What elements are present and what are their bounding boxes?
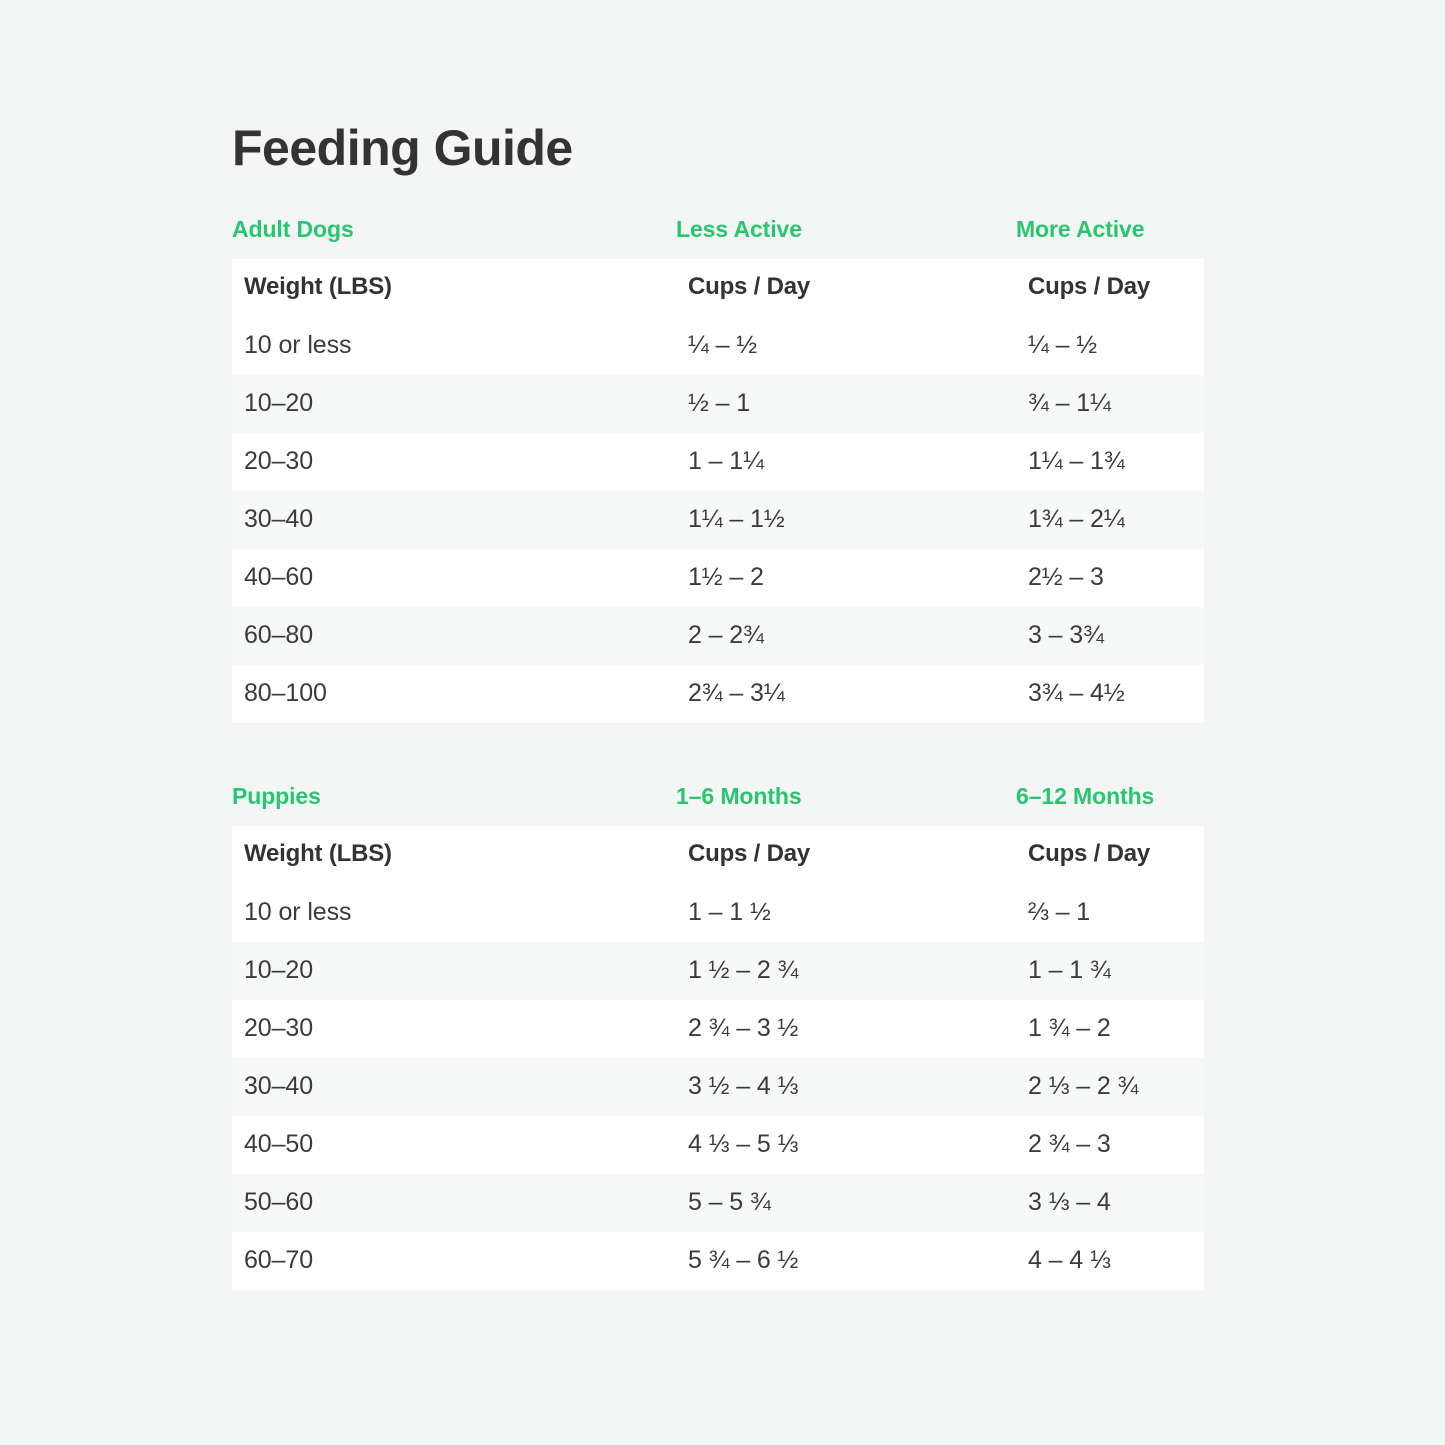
table-row: [232, 433, 1204, 491]
table-row: [232, 942, 1204, 1000]
cell-less-active: 1¼ – 1½: [676, 491, 1016, 549]
section-header-more-active: More Active: [1016, 216, 1145, 242]
cell-6-12-months: 1 ¾ – 2: [1016, 1000, 1204, 1058]
column-header-cups-less-active: Cups / Day: [676, 259, 1016, 317]
cell-1-6-months: 5 ¾ – 6 ½: [676, 1232, 1016, 1290]
cell-weight: 80–100: [232, 665, 676, 723]
cell-weight: 40–50: [232, 1116, 676, 1174]
table-row: [232, 1232, 1204, 1290]
table-row: [232, 1058, 1204, 1116]
cell-weight: 50–60: [232, 1174, 676, 1232]
cell-weight: 60–70: [232, 1232, 676, 1290]
puppies-section-header-row: [232, 783, 1204, 826]
cell-more-active: 1¾ – 2¼: [1016, 491, 1204, 549]
cell-6-12-months: ⅔ – 1: [1016, 884, 1204, 942]
cell-6-12-months: 1 – 1 ¾: [1016, 942, 1204, 1000]
table-row: [232, 607, 1204, 665]
cell-1-6-months: 1 ½ – 2 ¾: [676, 942, 1016, 1000]
cell-weight: 20–30: [232, 1000, 676, 1058]
cell-weight: 40–60: [232, 549, 676, 607]
cell-1-6-months: 1 – 1 ½: [676, 884, 1016, 942]
adult-dogs-section-header-row: [232, 216, 1204, 259]
column-header-cups-more-active: Cups / Day: [1016, 259, 1204, 317]
cell-weight: 20–30: [232, 433, 676, 491]
cell-6-12-months: 4 – 4 ⅓: [1016, 1232, 1204, 1290]
cell-weight: 30–40: [232, 1058, 676, 1116]
cell-weight: 10–20: [232, 942, 676, 1000]
adult-dogs-table: [232, 216, 1204, 723]
table-row: [232, 491, 1204, 549]
cell-more-active: 1¼ – 1¾: [1016, 433, 1204, 491]
section-header-puppies: Puppies: [232, 783, 321, 809]
adult-dogs-column-header-row: [232, 259, 1204, 317]
section-header-less-active: Less Active: [676, 216, 802, 242]
cell-1-6-months: 4 ⅓ – 5 ⅓: [676, 1116, 1016, 1174]
table-row: [232, 1116, 1204, 1174]
cell-weight: 10–20: [232, 375, 676, 433]
puppies-column-header-row: [232, 826, 1204, 884]
cell-less-active: ¼ – ½: [676, 317, 1016, 375]
section-header-adult-dogs: Adult Dogs: [232, 216, 354, 242]
cell-less-active: 1 – 1¼: [676, 433, 1016, 491]
cell-more-active: 3¾ – 4½: [1016, 665, 1204, 723]
section-header-1-6-months: 1–6 Months: [676, 783, 802, 809]
table-row: [232, 884, 1204, 942]
cell-6-12-months: 2 ¾ – 3: [1016, 1116, 1204, 1174]
cell-1-6-months: 3 ½ – 4 ⅓: [676, 1058, 1016, 1116]
cell-more-active: 2½ – 3: [1016, 549, 1204, 607]
cell-less-active: 1½ – 2: [676, 549, 1016, 607]
table-row: [232, 1000, 1204, 1058]
cell-weight: 10 or less: [232, 317, 676, 375]
column-header-weight: Weight (LBS): [232, 826, 676, 884]
section-header-6-12-months: 6–12 Months: [1016, 783, 1155, 809]
cell-weight: 60–80: [232, 607, 676, 665]
table-row: [232, 317, 1204, 375]
column-header-cups-1-6: Cups / Day: [676, 826, 1016, 884]
cell-weight: 10 or less: [232, 884, 676, 942]
table-row: [232, 549, 1204, 607]
cell-6-12-months: 3 ⅓ – 4: [1016, 1174, 1204, 1232]
table-row: [232, 665, 1204, 723]
cell-1-6-months: 5 – 5 ¾: [676, 1174, 1016, 1232]
column-header-weight: Weight (LBS): [232, 259, 676, 317]
table-row: [232, 1174, 1204, 1232]
cell-less-active: ½ – 1: [676, 375, 1016, 433]
cell-more-active: ¼ – ½: [1016, 317, 1204, 375]
cell-less-active: 2¾ – 3¼: [676, 665, 1016, 723]
cell-less-active: 2 – 2¾: [676, 607, 1016, 665]
cell-6-12-months: 2 ⅓ – 2 ¾: [1016, 1058, 1204, 1116]
cell-more-active: ¾ – 1¼: [1016, 375, 1204, 433]
cell-more-active: 3 – 3¾: [1016, 607, 1204, 665]
table-row: [232, 375, 1204, 433]
section-spacer: [232, 723, 1445, 783]
puppies-table: [232, 783, 1204, 1290]
cell-1-6-months: 2 ¾ – 3 ½: [676, 1000, 1016, 1058]
column-header-cups-6-12: Cups / Day: [1016, 826, 1204, 884]
cell-weight: 30–40: [232, 491, 676, 549]
page-title: Feeding Guide: [232, 120, 573, 176]
